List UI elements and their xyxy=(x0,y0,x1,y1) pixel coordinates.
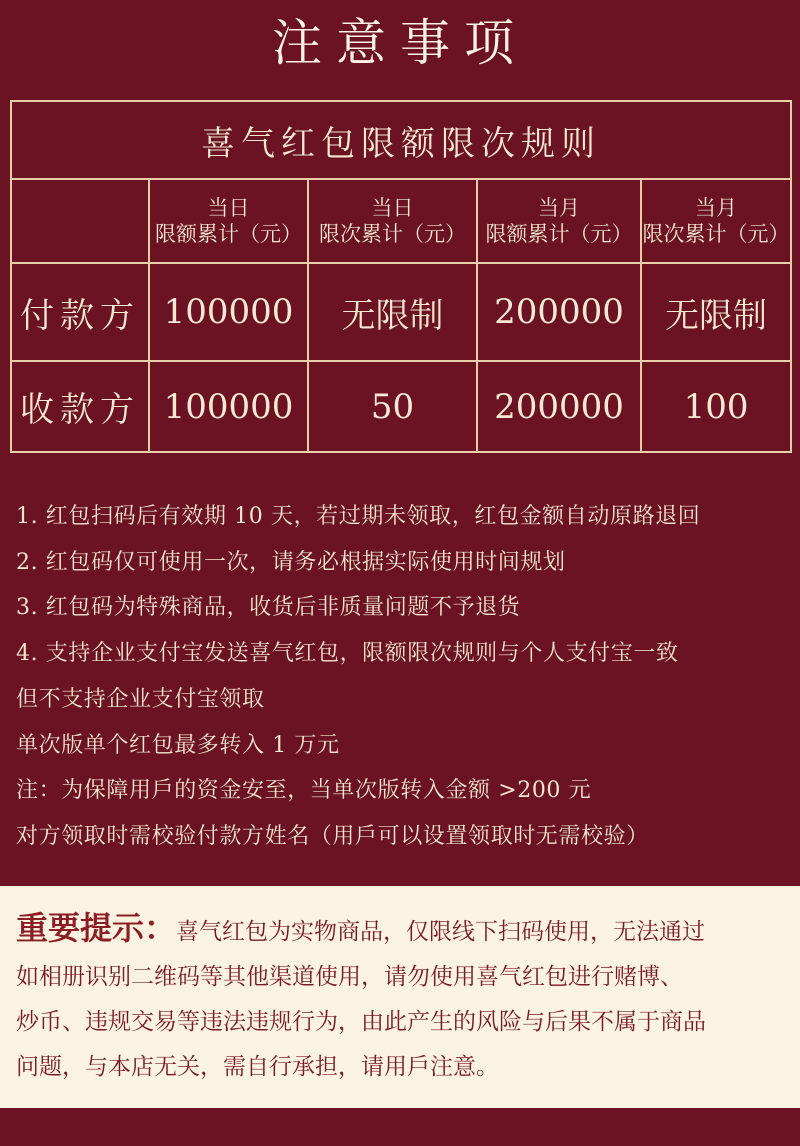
header-line1: 当日 xyxy=(207,196,250,220)
page-title: 注意事项 xyxy=(272,14,528,72)
header-corner xyxy=(11,179,149,263)
table-cell: 100000 xyxy=(149,263,308,361)
important-tip-panel xyxy=(0,886,800,1108)
header-monthly-amount xyxy=(477,179,641,263)
tip-line-2: 如相册识别二维码等其他渠道使用，请勿使用喜气红包进行赌博、 xyxy=(16,964,683,990)
row-label: 付款方 xyxy=(11,263,149,361)
header-line1: 当日 xyxy=(371,196,414,220)
tip-line-3: 炒币、违规交易等违法违规行为，由此产生的风险与后果不属于商品 xyxy=(16,1009,706,1035)
header-line2: 限额累计（元） xyxy=(155,222,302,246)
header-daily-count xyxy=(308,179,477,263)
header-line2: 限额累计（元） xyxy=(485,222,633,246)
tip-line-1 xyxy=(16,906,794,955)
header-line2: 限次累计（元） xyxy=(642,222,790,246)
note-item: 单次版单个红包最多转入 1 万元 xyxy=(16,732,340,758)
note-item: 但不支持企业支付宝领取 xyxy=(16,686,265,712)
note-item: 3. 红包码为特殊商品，收货后非质量问题不予退货 xyxy=(16,595,521,621)
rules-table xyxy=(10,100,792,453)
important-tip-text xyxy=(16,906,794,1090)
tip-text-1: 喜气红包为实物商品，仅限线下扫码使用，无法通过 xyxy=(176,919,706,945)
header-monthly-count xyxy=(641,179,791,263)
tip-line-4: 问题，与本店无关，需自行承担，请用戶注意。 xyxy=(16,1054,499,1080)
table-cell: 100000 xyxy=(149,361,308,452)
table-cell: 100 xyxy=(641,361,791,452)
note-item: 对方领取时需校验付款方姓名（用戶可以设置领取时无需校验） xyxy=(16,823,649,849)
header-line1: 当月 xyxy=(538,196,580,220)
table-cell: 200000 xyxy=(477,361,641,452)
table-title: 喜气红包限额限次规则 xyxy=(11,101,791,179)
table-cell: 无限制 xyxy=(641,263,791,361)
table-row-payer xyxy=(11,263,791,361)
note-item: 4. 支持企业支付宝发送喜气红包，限额限次规则与个人支付宝一致 xyxy=(16,641,679,667)
note-item: 注：为保障用戶的资金安至，当单次版转入金额 >200 元 xyxy=(16,778,592,804)
header-line1: 当月 xyxy=(695,196,738,220)
tip-label: 重要提示： xyxy=(16,909,177,947)
note-item: 2. 红包码仅可使用一次，请务必根据实际使用时间规划 xyxy=(16,549,566,575)
row-label: 收款方 xyxy=(11,361,149,452)
note-item: 1. 红包扫码后有效期 10 天，若过期未领取，红包金额自动原路退回 xyxy=(16,504,701,529)
table-row-payee xyxy=(11,361,791,452)
notes-list xyxy=(16,494,796,860)
header-line2: 限次累计（元） xyxy=(319,222,466,246)
table-cell: 200000 xyxy=(477,263,641,361)
header-daily-amount xyxy=(149,179,308,263)
table-cell: 50 xyxy=(308,361,477,452)
table-cell: 无限制 xyxy=(308,263,477,361)
table-header-row xyxy=(11,179,791,263)
